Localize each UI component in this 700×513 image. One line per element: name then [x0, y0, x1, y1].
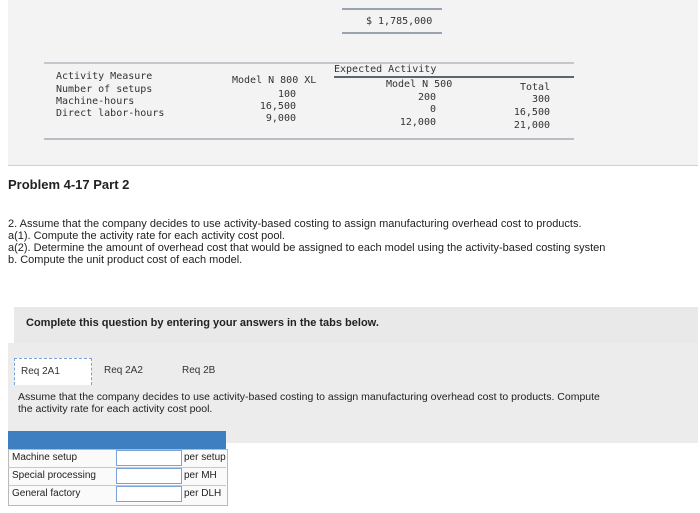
answer-label-general-factory: General factory [12, 488, 81, 499]
answer-unit-per-dlh: per DLH [184, 488, 222, 499]
answer-label-machine-setup: Machine setup [12, 452, 78, 463]
tab-label: Req 2A2 [104, 365, 143, 376]
model-800-header: Model N 800 XL [232, 75, 317, 86]
answer-unit-per-mh: per MH [184, 470, 217, 481]
tab-label: Req 2A1 [21, 366, 60, 377]
total-divider [342, 32, 442, 34]
expected-activity-header: Expected Activity [334, 64, 437, 75]
special-processing-rate-input[interactable] [116, 468, 182, 484]
table-bottom-rule [44, 138, 574, 140]
m800-setups: 100 [277, 89, 296, 100]
answer-unit-per-setup: per setup [184, 452, 226, 463]
total-setups: 300 [531, 94, 550, 105]
row-label-machine-hours: Machine-hours [56, 96, 135, 107]
m800-labor-hours: 9,000 [265, 113, 296, 124]
answer-row [8, 449, 226, 468]
question-line-3: a(2). Determine the amount of overhead cost that would be assigned to each model using the activity-based costing systen [8, 242, 606, 254]
row-label-setups: Number of setups [56, 84, 153, 95]
tab-instruction-line-1: Assume that the company decides to use activity-based costing to assign manufacturing overhead cost to products. Compute [18, 391, 600, 403]
question-line-2: a(1). Compute the activity rate for each activity cost pool. [8, 230, 285, 242]
complete-instruction: Complete this question by entering your answers in the tabs below. [26, 317, 379, 329]
m800-machine-hours: 16,500 [259, 101, 296, 112]
question-line-1: 2. Assume that the company decides to use activity-based costing to assign manufacturing overhead cost to products. [8, 218, 582, 230]
tab-instruction-line-2: the activity rate for each activity cost pool. [18, 403, 213, 415]
answer-table-header [8, 431, 226, 449]
activity-measure-header: Activity Measure [56, 71, 153, 82]
tab-label: Req 2B [182, 365, 216, 376]
machine-setup-rate-input[interactable] [116, 450, 182, 466]
model-500-header: Model N 500 [386, 79, 453, 90]
problem-title: Problem 4-17 Part 2 [8, 177, 130, 192]
total-header: Total [520, 82, 551, 93]
tab-req-2b[interactable] [176, 358, 221, 384]
expected-activity-underline [334, 76, 574, 78]
question-line-4: b. Compute the unit product cost of each model. [8, 254, 243, 266]
answer-row [8, 467, 226, 486]
answer-label-special-processing: Special processing [12, 470, 96, 481]
m500-setups: 200 [417, 92, 436, 103]
data-panel [8, 0, 698, 166]
total-labor-hours: 21,000 [513, 120, 550, 131]
top-divider [342, 8, 442, 10]
answer-row [8, 485, 226, 503]
general-factory-rate-input[interactable] [116, 486, 182, 502]
m500-labor-hours: 12,000 [399, 117, 436, 128]
tab-req-2a2[interactable] [98, 358, 149, 384]
row-label-labor-hours: Direct labor-hours [56, 108, 165, 119]
tab-req-2a1[interactable] [14, 358, 92, 385]
m500-machine-hours: 0 [429, 104, 436, 115]
table-top-rule [44, 62, 574, 64]
total-machine-hours: 16,500 [513, 107, 550, 118]
total-overhead-value: $ 1,785,000 [366, 16, 433, 27]
